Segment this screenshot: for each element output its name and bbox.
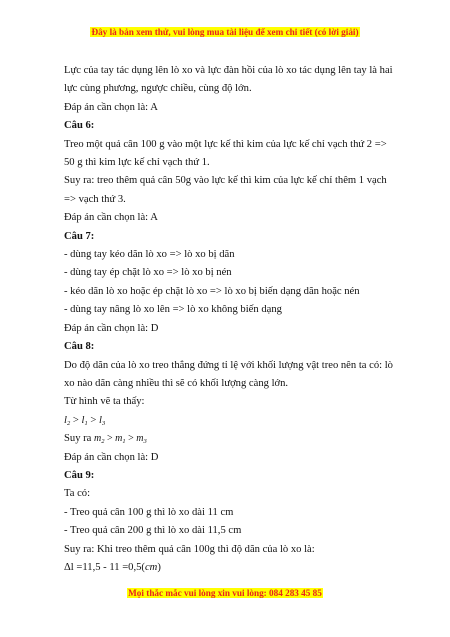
text-line: Do độ dãn của lò xo treo thẳng đứng tỉ lệ với khối lượng vật treo nên ta có: lò: [64, 359, 393, 371]
preview-notice-text: Đây là bản xem thử, vui lòng mua tài liệu để xem chi tiết (có lời giải): [91, 27, 359, 37]
elongation-formula: Δl =11,5 - 11 =0,5(cm): [64, 561, 161, 573]
preview-notice-banner: [0, 27, 450, 37]
question-heading: Câu 6:: [64, 120, 95, 132]
text-line: Treo một quả cân 100 g vào một lực kế thì kim của lực kế chỉ vạch thứ 2 =>: [64, 138, 387, 150]
question-heading: Câu 9:: [64, 469, 95, 481]
mass-inequality: $m_2 > m_1 > m_3$: [94, 433, 147, 446]
contact-notice-text: Mọi thắc mắc vui lòng xin vui lòng: 084 283 45 85: [128, 588, 322, 598]
answer-line: Đáp án cần chọn là: A: [64, 101, 158, 113]
text-line: Suy ra: Khi treo thêm quả cân 100g thì độ dãn của lò xo là:: [64, 543, 315, 555]
question-heading: Câu 8:: [64, 341, 95, 353]
answer-line: Đáp án cần chọn là: A: [64, 212, 158, 224]
mass-inequality-line: [64, 430, 416, 448]
text-line: - Treo quả cân 100 g thì lò xo dài 11 cm: [64, 506, 234, 518]
answer-line: Đáp án cần chọn là: D: [64, 451, 159, 463]
text-line: Ta có:: [64, 488, 91, 500]
text-line: => vạch thứ 3.: [64, 193, 126, 205]
answer-line: Đáp án cần chọn là: D: [64, 322, 159, 334]
text-line: - dùng tay ép chặt lò xo => lò xo bị nén: [64, 267, 232, 279]
length-inequality: $l_2 > l_1 > l_3$: [64, 414, 106, 427]
text-line: Suy ra: treo thêm quả cân 50g vào lực kế thì kim của lực kế chỉ thêm 1 vạch: [64, 175, 387, 187]
text-line: 50 g thì kim lực kế chỉ vạch thứ 1.: [64, 157, 210, 169]
text-line: - dùng tay nâng lò xo lên => lò xo không biến dạng: [64, 304, 282, 316]
text-line: Lực của tay tác dụng lên lò xo và lực đàn hồi của lò xo tác dụng lên tay là hai: [64, 65, 393, 76]
text-line: xo nào dãn càng nhiều thì sẽ có khối lượng càng lớn.: [64, 377, 289, 389]
solution-content: [64, 62, 416, 577]
text-line: - kéo dãn lò xo hoặc ép chặt lò xo => lò xo bị biến dạng dãn hoặc nén: [64, 285, 360, 297]
suy-ra-label: Suy ra: [64, 433, 92, 445]
contact-notice-banner: [0, 588, 450, 598]
question-heading: Câu 7:: [64, 230, 95, 242]
text-line: Từ hình vẽ ta thấy:: [64, 396, 145, 408]
text-line: - dùng tay kéo dãn lò xo => lò xo bị dãn: [64, 249, 235, 261]
text-line: lực cùng phương, ngược chiều, cùng độ lớn.: [64, 83, 252, 95]
text-line: - Treo quả cân 200 g thì lò xo dài 11,5 cm: [64, 525, 242, 537]
